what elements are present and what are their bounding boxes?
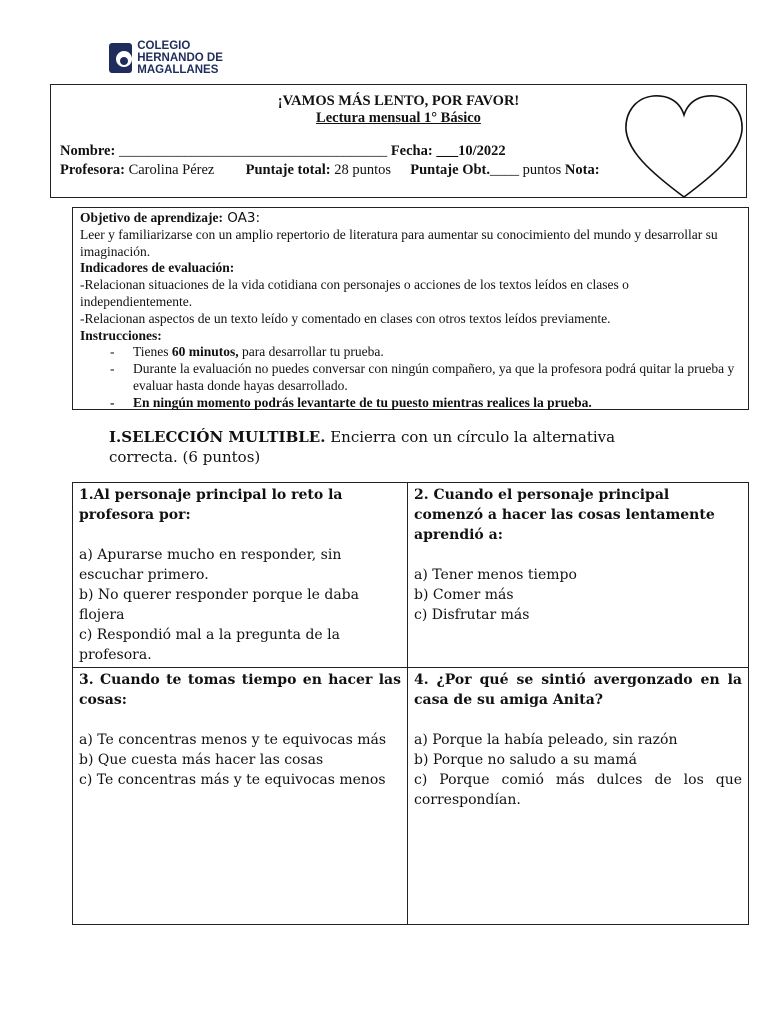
section-heading-bold: I.SELECCIÓN MULTIBLE. (109, 428, 326, 446)
question-1 (73, 483, 408, 668)
objetivo-code: OA3: (222, 210, 261, 226)
option-a[interactable]: a) Porque la había peleado, sin razón (414, 732, 678, 748)
school-logo (109, 42, 269, 74)
objetivo-text: Leer y familiarizarse con un amplio repertorio de literatura para aumentar su conocimiento del mundo y desarrollar su imaginación. (80, 226, 718, 259)
option-c[interactable]: c) Disfrutar más (414, 607, 530, 623)
question-row (73, 668, 749, 925)
nombre-label: Nombre: (60, 143, 116, 159)
option-b[interactable]: b) Que cuesta más hacer las cosas (79, 752, 324, 768)
fecha-value[interactable]: ___10/2022 (432, 143, 506, 159)
question-3 (73, 668, 408, 925)
school-name (137, 40, 269, 76)
puntaje-obt-label: Puntaje Obt. (410, 162, 490, 178)
fecha-label: Fecha: (390, 143, 433, 159)
question-2 (408, 483, 749, 668)
indicador-1: -Relacionan situaciones de la vida cotidiana con personajes o acciones de los textos leídos en clases o independientemente. (80, 277, 629, 309)
puntaje-obt-field[interactable]: ____ puntos (489, 162, 565, 178)
question-row (73, 483, 749, 668)
indicador-2: -Relacionan aspectos de un texto leído y comentado en clases con otros textos leídos previamente. (80, 310, 611, 326)
option-c[interactable]: c) Porque comió más dulces de los que correspondían. (414, 772, 742, 808)
question-title: 1.Al personaje principal lo reto la profesora por: (79, 487, 343, 523)
option-a[interactable]: a) Te concentras menos y te equivocas más (79, 732, 387, 748)
section-heading (109, 427, 629, 467)
section-heading-text: Encierra con un círculo la alternativa correcta. (6 puntos) (109, 428, 616, 466)
instruccion-1-time: 60 minutos, (171, 344, 239, 360)
profesora-value: Carolina Pérez (124, 162, 215, 178)
teacher-score-row (60, 162, 600, 179)
student-info-row (60, 143, 506, 160)
school-name-line1: COLEGIO (137, 40, 191, 52)
questions-table (72, 482, 749, 925)
document-title: ¡VAMOS MÁS LENTO, POR FAVOR! (277, 93, 520, 109)
instrucciones-label: Instrucciones: (80, 327, 162, 343)
instrucciones-list (80, 344, 741, 411)
question-4 (408, 668, 749, 925)
document-subtitle: Lectura mensual 1° Básico (316, 110, 481, 126)
instruccion-3: - En ningún momento podrás levantarte de tu puesto mientras realices la prueba. (80, 395, 741, 412)
option-a[interactable]: a) Tener menos tiempo (414, 567, 577, 583)
option-b[interactable]: b) Porque no saludo a su mamá (414, 752, 638, 768)
question-title: 2. Cuando el personaje principal comenzó a hacer las cosas lentamente aprendió a: (414, 487, 715, 543)
objetivo-row (80, 210, 741, 227)
question-title: 4. ¿Por qué se sintió avergonzado en la casa de su amiga Anita? (414, 672, 742, 708)
profesora-label: Profesora: (60, 162, 125, 178)
option-c[interactable]: c) Respondió mal a la pregunta de la profesora. (79, 627, 340, 663)
objectives-box (72, 207, 749, 410)
school-crest-icon (109, 43, 132, 73)
instruccion-1-text-c: para desarrollar tu prueba. (238, 344, 384, 360)
puntaje-total-value: 28 puntos (330, 162, 391, 178)
option-a[interactable]: a) Apurarse mucho en responder, sin escuchar primero. (79, 547, 342, 583)
puntaje-total-label: Puntaje total: (245, 162, 331, 178)
instruccion-1-text-a: Tienes (133, 344, 172, 360)
option-b[interactable]: b) Comer más (414, 587, 514, 603)
option-c[interactable]: c) Te concentras más y te equivocas menos (79, 772, 386, 788)
instruccion-2: - Durante la evaluación no puedes conversar con ningún compañero, ya que la profesora podrá quitar la prueba y evaluar hasta donde hayas desarrollado. (80, 361, 741, 395)
question-title: 3. Cuando te tomas tiempo en hacer las cosas: (79, 672, 401, 708)
objetivo-label: Objetivo de aprendizaje: (80, 210, 223, 225)
school-name-line2: HERNANDO DE MAGALLANES (137, 52, 223, 76)
nombre-field[interactable]: _____________________________________ (115, 143, 391, 159)
indicadores-label: Indicadores de evaluación: (80, 260, 235, 276)
instruccion-1 (80, 344, 741, 361)
option-b[interactable]: b) No querer responder porque le daba flojera (79, 587, 359, 623)
heart-icon (623, 93, 745, 199)
nota-label: Nota: (564, 162, 600, 178)
